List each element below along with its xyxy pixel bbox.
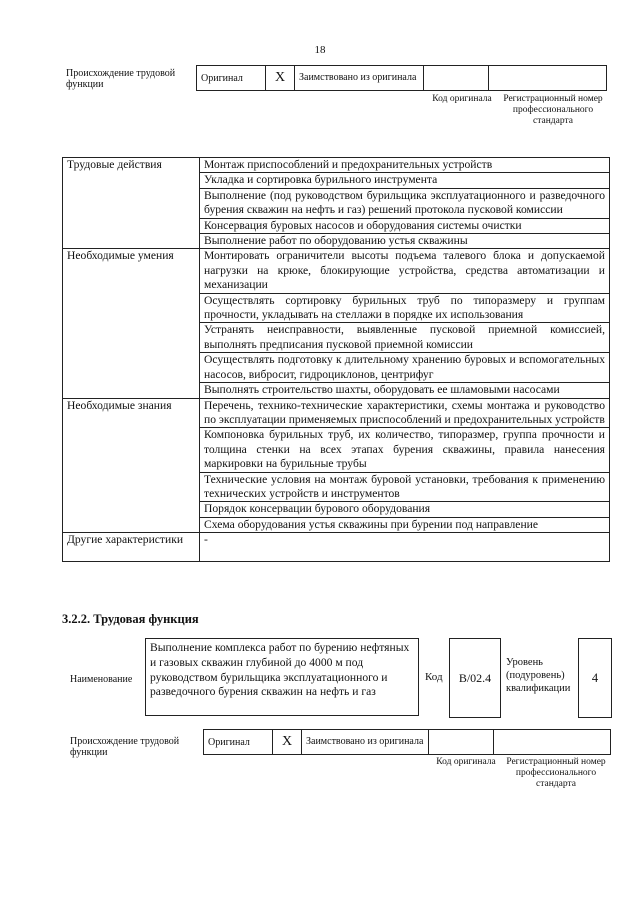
knowledge-item: Перечень, технико-технические характеристики, схемы монтажа и руководство по эксплуатации применяемых приспособлений и предохранительных устройств: [200, 398, 610, 428]
reg-number-cell: [489, 66, 607, 91]
origin-label: Происхождение трудовой функции: [66, 68, 176, 90]
code-value: B/02.4: [458, 670, 492, 685]
code-original-caption-bottom: Код оригинала: [436, 757, 496, 767]
labor-action-item: Выполнение работ по оборудованию устья скважины: [200, 234, 610, 249]
knowledge-item: Компоновка бурильных труб, их количество, типоразмер, группа прочности и толщина стенки на всех этапах бурения скважины, правила нанесения маркировки на бурильные трубы: [200, 428, 610, 472]
labor-action-item: Монтаж приспособлений и предохранительных устройств: [200, 158, 610, 173]
function-name-box: [145, 638, 419, 716]
reg-number-caption-bottom: Регистрационный номер профессионального стандарта: [506, 757, 606, 789]
borrowed-label-bottom: Заимствовано из оригинала: [302, 730, 429, 755]
original-mark-bottom: X: [273, 730, 302, 755]
section-title: 3.2.2. Трудовая функция: [62, 612, 199, 626]
name-label: Наименование: [70, 674, 133, 685]
function-name-value: Выполнение комплекса работ по бурению нефтяных и газовых скважин глубиной до 4000 м под руководством бурильщика эксплуатационного и разведочного бурения скважин на нефть и газ: [150, 641, 410, 699]
knowledge-item: Технические условия на монтаж буровой установки, требования к применению технических устройств и инструментов: [200, 472, 610, 502]
other-characteristics-label: Другие характеристики: [63, 533, 200, 562]
labor-function-table: [62, 157, 610, 562]
skill-item: Выполнять строительство шахты, оборудовать ее шламовыми насосами: [200, 383, 610, 398]
knowledge-item: Порядок консервации бурового оборудования: [200, 502, 610, 517]
level-value-box: [578, 638, 612, 718]
original-label: Оригинал: [197, 66, 266, 91]
knowledge-label: Необходимые знания: [63, 398, 200, 533]
code-original-caption: Код оригинала: [432, 94, 492, 104]
reg-number-cell-bottom: [494, 730, 611, 755]
level-label: Уровень (подуровень) квалификации: [506, 657, 571, 694]
original-mark: X: [266, 66, 295, 91]
code-original-cell-bottom: [429, 730, 494, 755]
skills-label: Необходимые умения: [63, 249, 200, 398]
code-original-cell: [424, 66, 489, 91]
skill-item: Монтировать ограничители высоты подъема талевого блока и допускаемой нагрузки на крюке, блокирующие устройства, средства автоматизации и механизации: [200, 249, 610, 293]
labor-actions-label: Трудовые действия: [63, 158, 200, 249]
knowledge-item: Схема оборудования устья скважины при бурении под направление: [200, 517, 610, 532]
origin-table: [196, 65, 607, 91]
skill-item: Устранять неисправности, выявленные пусковой приемной комиссией, выполнять предписания пусковой приемной комиссии: [200, 323, 610, 353]
other-characteristics-value: -: [200, 533, 610, 562]
origin-label-bottom: Происхождение трудовой функции: [70, 736, 180, 758]
original-label-bottom: Оригинал: [204, 730, 273, 755]
origin-table-bottom: [203, 729, 611, 755]
skill-item: Осуществлять подготовку к длительному хранению буровых и вспомогательных насосов, вибросит, гидроциклонов, центрифуг: [200, 353, 610, 383]
code-value-box: [449, 638, 501, 718]
code-label: Код: [425, 671, 443, 683]
skill-item: Осуществлять сортировку бурильных труб по типоразмеру и группам прочности, укладывать на стеллажи в порядке их использования: [200, 293, 610, 323]
labor-action-item: Укладка и сортировка бурильного инструмента: [200, 173, 610, 188]
reg-number-caption: Регистрационный номер профессионального стандарта: [503, 94, 603, 126]
labor-action-item: Выполнение (под руководством бурильщика эксплуатационного и разведочного бурения скважин на нефть и газ) решений протокола пусковой комиссии: [200, 188, 610, 218]
borrowed-label: Заимствовано из оригинала: [295, 66, 424, 91]
labor-action-item: Консервация буровых насосов и оборудования системы очистки: [200, 218, 610, 233]
level-value: 4: [591, 670, 599, 685]
page-number: 18: [314, 44, 326, 56]
